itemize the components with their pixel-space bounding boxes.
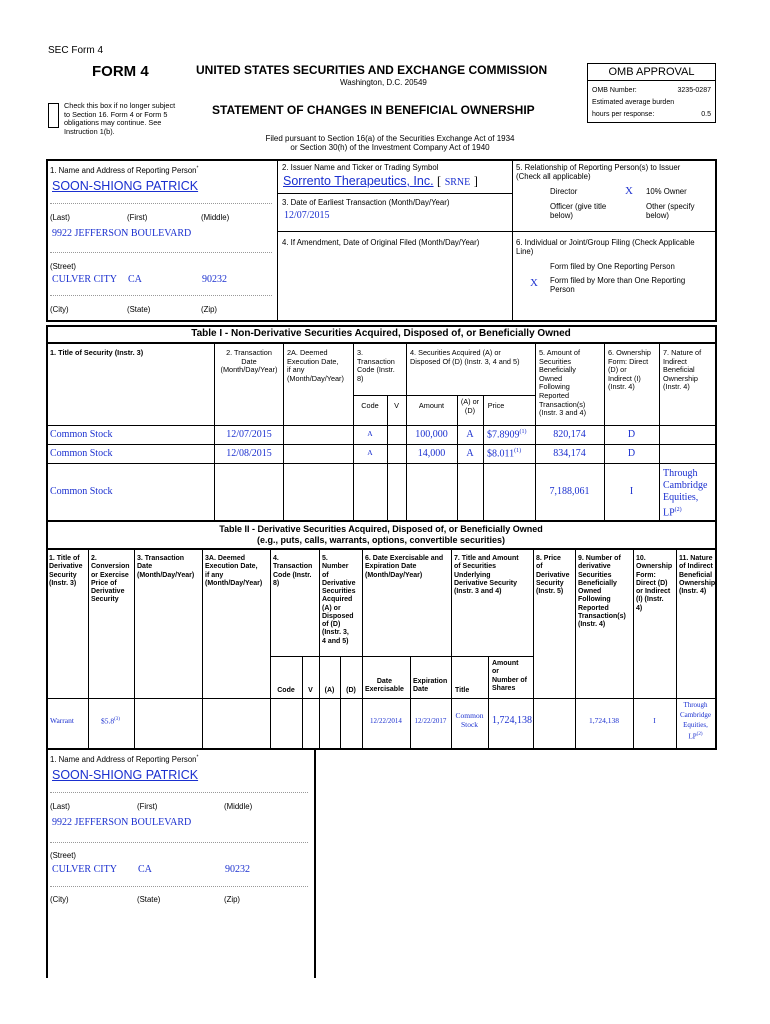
street-label: (Street) (50, 262, 76, 271)
t1-header-title: 1. Title of Security (Instr. 3) (50, 348, 144, 357)
t2-subheader-amount: Amount or Number of Shares (492, 660, 527, 692)
omb-burden-label: Estimated average burden (592, 99, 675, 106)
last-label-2: (Last) (50, 802, 70, 811)
t2-row-expiration: 12/22/2017 (414, 717, 447, 725)
reporting-2-street: 9922 JEFFERSON BOULEVARD (52, 817, 192, 828)
t2-header-conversion: 2. Conversion or Exercise Price of Derivative Security (91, 555, 130, 604)
t2-header-dates: 6. Date Exercisable and Expiration Date (Month/Day/Year) (365, 555, 444, 579)
state-label: (State) (127, 305, 151, 314)
omb-number-label: OMB Number: (592, 87, 637, 94)
sec-form-label: SEC Form 4 (48, 45, 104, 56)
t1-row1-form: D (627, 429, 636, 440)
t1-row2-price: $8.011$^{(1)}$ (487, 448, 522, 460)
t2-header-deemed: 3A. Deemed Execution Date, if any (Month/Day/Year) (205, 555, 263, 587)
omb-hours-value: 0.5 (701, 111, 711, 118)
t1-row3-owned: 7,188,061 (549, 486, 590, 497)
earliest-date-label: 3. Date of Earliest Transaction (Month/Day/Year) (282, 198, 450, 207)
filed-pursuant-text: Filed pursuant to Section 16(a) of the Securities Exchange Act of 1934 or Section 30(h) of the Investment Company Act of 1940 (265, 134, 515, 153)
last-label: (Last) (50, 213, 70, 222)
form-title: FORM 4 (92, 63, 149, 80)
reporting-city: CULVER CITY (52, 274, 117, 285)
omb-number-value: 3235-0287 (677, 87, 711, 94)
reporting-2-state: CA (138, 864, 152, 875)
issuer-name-ticker: Sorrento Therapeutics, Inc. [ SRNE ] (283, 174, 478, 188)
t2-row-title: Warrant (50, 716, 74, 725)
reporting-person-label: 1. Name and Address of Reporting Person* (50, 165, 199, 175)
agency-title: UNITED STATES SECURITIES AND EXCHANGE COMMISSION (196, 63, 548, 77)
t2-subheader-v: V (308, 687, 313, 694)
t1-subheader-amount: Amount (418, 401, 445, 410)
reporting-2-zip: 90232 (225, 864, 250, 875)
t1-header-nature: 7. Nature of Indirect Beneficial Ownership (Instr. 4) (663, 348, 702, 392)
t1-row2-date: 12/08/2015 (226, 448, 272, 459)
relationship-label: 5. Relationship of Reporting Person(s) to Issuer (Check all applicable) (516, 163, 681, 182)
statement-title: STATEMENT OF CHANGES IN BENEFICIAL OWNERSHIP (212, 103, 535, 117)
t2-header-price: 8. Price of Derivative Security (Instr. 5) (536, 555, 570, 595)
table1-title: Table I - Non-Derivative Securities Acquired, Disposed of, or Beneficially Owned (191, 328, 571, 339)
reporting-person-2-name[interactable]: SOON-SHIONG PATRICK (52, 768, 199, 782)
t2-subheader-code: Code (277, 687, 295, 694)
t1-row3-title: Common Stock (50, 486, 113, 497)
ten-percent-owner-option: 10% Owner (646, 187, 687, 196)
state-label-2: (State) (137, 895, 161, 904)
issuer-name-link[interactable]: Sorrento Therapeutics, Inc. (283, 174, 434, 188)
t2-header-number: 5. Number of Derivative Securities Acquired (A) or Disposed of (D) (Instr. 3, 4 and 5) (322, 555, 356, 645)
t2-row-price: $5.8$^{(3)}$ (101, 716, 120, 726)
t1-subheader-code: Code (361, 401, 379, 410)
checkbox-instructions: Check this box if no longer subject to Section 16. Form 4 or Form 5 obligations may continue. See Instruction 1(b). (64, 101, 176, 136)
t1-row2-title: Common Stock (50, 448, 113, 459)
t1-header-deemed: 2A. Deemed Execution Date, if any (Month/Day/Year) (287, 348, 344, 383)
other-option: Other (specify below) (646, 202, 695, 221)
reporting-zip: 90232 (202, 274, 227, 285)
t2-header-ownership-form: 10. Ownership Form: Direct (D) or Indirect (I) (Instr. 4) (636, 555, 673, 612)
t2-header-owned: 9. Number of derivative Securities Beneficially Owned Following Reported Transaction(s) (Instr. 4) (578, 555, 626, 628)
t1-subheader-price: Price (487, 401, 505, 410)
t1-subheader-v: V (394, 401, 399, 410)
t1-row1-code: A (367, 429, 373, 438)
t1-row1-price: $7.8909$^{(1)}$ (487, 429, 527, 441)
officer-option: Officer (give title below) (550, 202, 607, 221)
first-label-2: (First) (137, 802, 158, 811)
zip-label: (Zip) (201, 305, 218, 314)
t2-subheader-title: Title (455, 687, 470, 694)
t2-row-owned: 1,724,138 (589, 716, 619, 725)
t1-header-date: 2. Transaction Date (Month/Day/Year) (220, 348, 278, 375)
filing-type-label: 6. Individual or Joint/Group Filing (Check Applicable Line) (516, 238, 695, 257)
earliest-date: 12/07/2015 (284, 210, 330, 221)
t1-subheader-ad: (A) or (D) (460, 397, 480, 415)
filing-more-mark[interactable]: X (530, 277, 538, 289)
issuer-label: 2. Issuer Name and Ticker or Trading Symbol (282, 163, 439, 172)
t2-header-date: 3. Transaction Date (Month/Day/Year) (137, 555, 195, 579)
t2-subheader-expiration: Expiration Date (413, 678, 448, 694)
reporting-street: 9922 JEFFERSON BOULEVARD (52, 228, 192, 239)
t2-header-underlying: 7. Title and Amount of Securities Underlying Derivative Security (Instr. 3 and 4) (454, 555, 519, 595)
issuer-ticker: SRNE (444, 177, 471, 188)
t1-row1-amount: 100,000 (415, 429, 448, 440)
t1-row2-ad: A (466, 448, 474, 459)
agency-location: Washington, D.C. 20549 (340, 78, 427, 87)
t2-header-code: 4. Transaction Code (Instr. 8) (273, 555, 313, 587)
t2-subheader-d: (D) (346, 687, 356, 694)
filing-more-persons: Form filed by More than One Reporting Person (550, 276, 686, 295)
omb-hours-label: hours per response: (592, 111, 655, 118)
filing-one-person: Form filed by One Reporting Person (550, 262, 675, 271)
t1-row2-owned: 834,174 (553, 448, 586, 459)
omb-title: OMB APPROVAL (588, 64, 715, 81)
city-label-2: (City) (50, 895, 69, 904)
first-label: (First) (127, 213, 148, 222)
t2-row-form: I (653, 716, 656, 725)
no-longer-subject-checkbox[interactable] (48, 103, 59, 128)
t1-header-acquired: 4. Securities Acquired (A) or Disposed Of (D) (Instr. 3, 4 and 5) (410, 348, 520, 366)
t2-row-nature: Through Cambridge Equities, LP$^{(2)}$ (679, 701, 712, 741)
t2-subheader-date-exercisable: Date Exercisable (365, 678, 404, 694)
reporting-state: CA (128, 274, 142, 285)
t1-row1-ad: A (466, 429, 474, 440)
middle-label: (Middle) (201, 213, 230, 222)
t2-header-nature: 11. Nature of Indirect Beneficial Ownership (Instr. 4) (679, 555, 716, 595)
ten-percent-owner-mark[interactable]: X (625, 185, 633, 197)
t2-header-title: 1. Title of Derivative Security (Instr. 3) (49, 555, 83, 587)
reporting-person-2-label: 1. Name and Address of Reporting Person* (50, 754, 199, 764)
t1-header-amount-owned: 5. Amount of Securities Beneficially Owned Following Reported Transaction(s) (Instr. 3 and 4) (539, 348, 587, 418)
amendment-label: 4. If Amendment, Date of Original Filed (Month/Day/Year) (282, 238, 480, 247)
t1-row1-title: Common Stock (50, 429, 113, 440)
t2-subheader-a: (A) (324, 687, 335, 694)
t1-row2-amount: 14,000 (417, 448, 446, 459)
t1-row1-date: 12/07/2015 (226, 429, 272, 440)
t1-row3-form: I (629, 486, 634, 497)
t1-row2-form: D (627, 448, 636, 459)
t2-row-underlying-amount: 1,724,138 (492, 715, 532, 726)
t1-row1-owned: 820,174 (553, 429, 586, 440)
t1-row3-nature: Through Cambridge Equities, LP$^{(2)}$ (663, 468, 708, 519)
t2-row-underlying-title: Common Stock (455, 711, 484, 729)
t1-header-ownership-form: 6. Ownership Form: Direct (D) or Indirect (I) (Instr. 4) (608, 348, 651, 392)
street-label-2: (Street) (50, 851, 76, 860)
t1-header-code: 3. Transaction Code (Instr. 8) (357, 348, 395, 383)
t1-row2-code: A (367, 448, 373, 457)
t2-row-date-exercisable: 12/22/2014 (370, 717, 402, 725)
table2-title: Table II - Derivative Securities Acquired, Disposed of, or Beneficially Owned (e.g., puts, calls, warrants, options, convertible securities) (219, 524, 543, 545)
director-option: Director (550, 187, 578, 196)
reporting-2-city: CULVER CITY (52, 864, 117, 875)
zip-label-2: (Zip) (224, 895, 241, 904)
middle-label-2: (Middle) (224, 802, 253, 811)
city-label: (City) (50, 305, 69, 314)
reporting-person-name[interactable]: SOON-SHIONG PATRICK (52, 179, 199, 193)
